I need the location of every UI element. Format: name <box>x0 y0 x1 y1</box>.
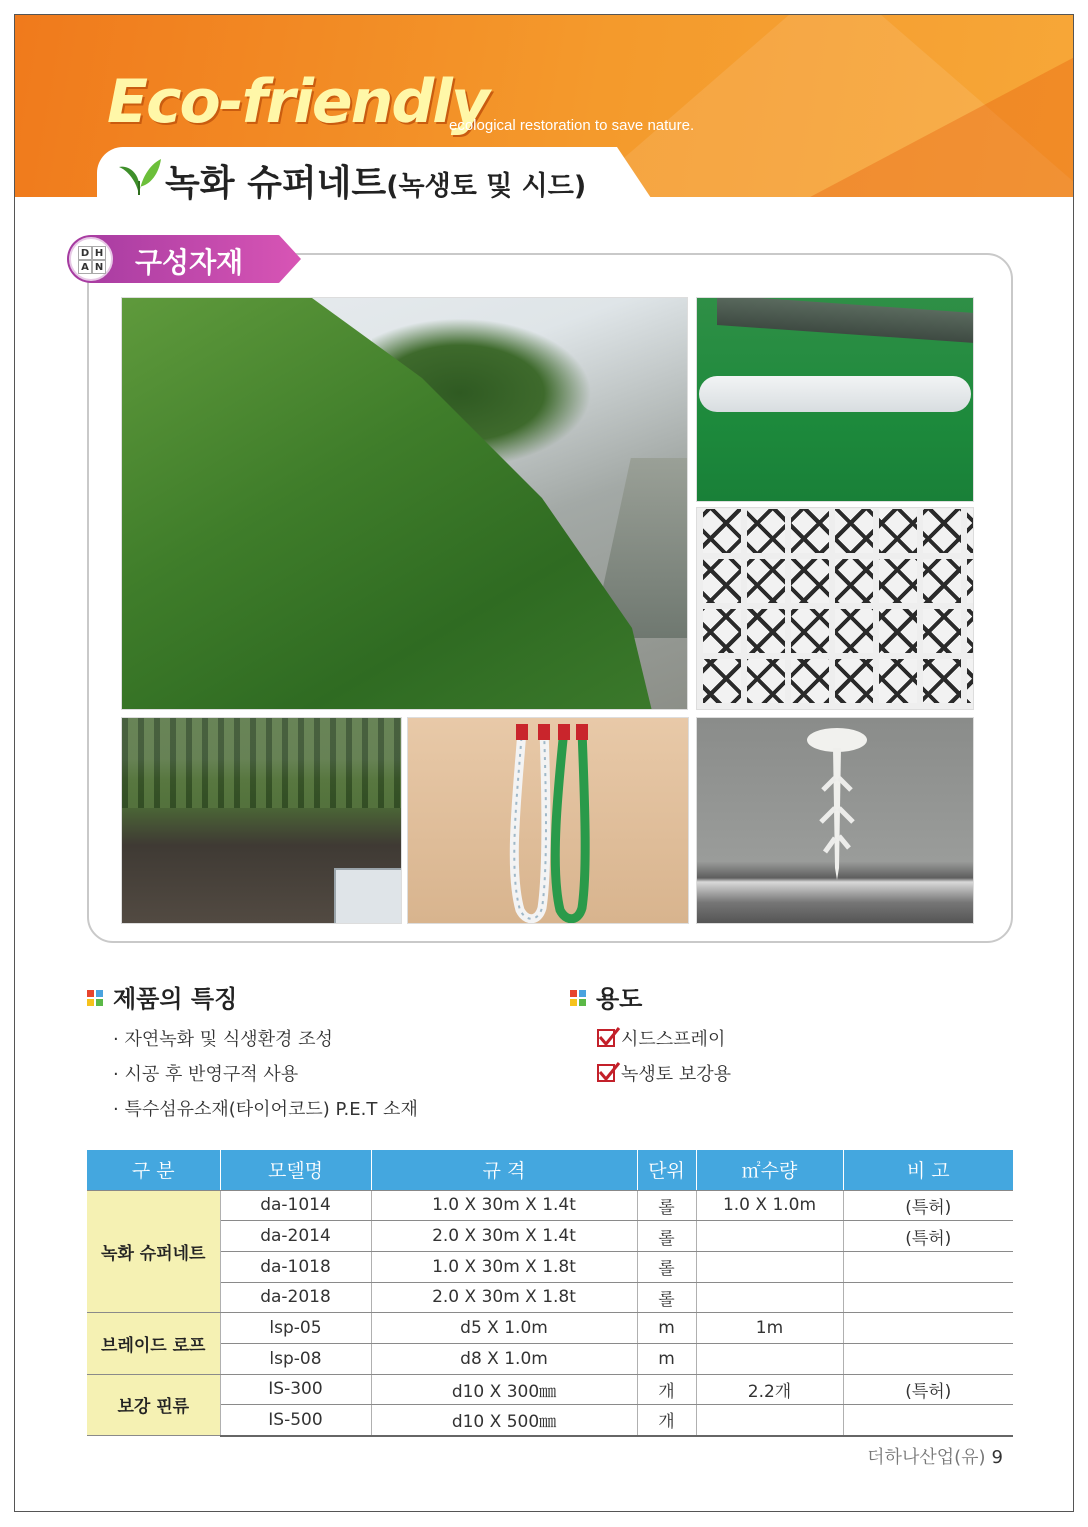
photo-construction-site <box>121 717 402 924</box>
photo-green-slope <box>121 297 688 710</box>
model-cell: lsp-08 <box>220 1343 371 1374</box>
page <box>14 14 1074 1512</box>
brand-tagline: ecological restoration to save nature. <box>449 117 695 134</box>
qty-cell <box>696 1282 843 1313</box>
table-row <box>87 1343 1013 1374</box>
spec-cell: d8 X 1.0m <box>371 1343 637 1374</box>
page-title-main: 녹화 슈퍼네트 <box>165 163 387 204</box>
unit-cell: 롤 <box>637 1251 696 1282</box>
leaf-icon <box>117 157 161 197</box>
note-cell <box>843 1343 1013 1374</box>
logo-letter: H <box>92 246 106 260</box>
table-row <box>87 1282 1013 1313</box>
table-header-row <box>87 1150 1013 1190</box>
usage-item: 녹생토 보강용 <box>621 1064 732 1085</box>
group-cell: 보강 핀류 <box>87 1374 220 1435</box>
group-cell: 브레이드 로프 <box>87 1313 220 1374</box>
section-bullet-icon <box>570 990 586 1006</box>
spec-cell: 2.0 X 30m X 1.4t <box>371 1221 637 1252</box>
components-badge-label: 구성자재 <box>135 246 244 279</box>
model-cell: da-1014 <box>220 1190 371 1221</box>
page-title <box>165 155 586 206</box>
spec-cell: d10 X 300㎜ <box>371 1374 637 1405</box>
page-number: 9 <box>991 1447 1003 1468</box>
qty-cell <box>696 1221 843 1252</box>
spec-cell: 1.0 X 30m X 1.4t <box>371 1190 637 1221</box>
spec-table <box>87 1150 1013 1437</box>
model-cell: lsp-05 <box>220 1313 371 1344</box>
note-cell: (특허) <box>843 1190 1013 1221</box>
model-cell: da-2014 <box>220 1221 371 1252</box>
unit-cell: 롤 <box>637 1190 696 1221</box>
group-cell: 녹화 슈퍼네트 <box>87 1190 220 1313</box>
note-cell: (특허) <box>843 1221 1013 1252</box>
column-header: 단위 <box>637 1150 696 1190</box>
column-header: 규 격 <box>371 1150 637 1190</box>
spec-cell: 2.0 X 30m X 1.8t <box>371 1282 637 1313</box>
note-cell <box>843 1405 1013 1436</box>
model-cell: IS-300 <box>220 1374 371 1405</box>
feature-item: · 자연녹화 및 식생환경 조성 <box>113 1029 333 1050</box>
table-row <box>87 1190 1013 1221</box>
qty-cell: 1.0 X 1.0m <box>696 1190 843 1221</box>
column-header: 비 고 <box>843 1150 1013 1190</box>
qty-cell <box>696 1405 843 1436</box>
photo-net-roll <box>696 297 974 502</box>
table-row <box>87 1251 1013 1282</box>
company-logo <box>69 237 113 281</box>
table-row <box>87 1374 1013 1405</box>
column-header: 구 분 <box>87 1150 220 1190</box>
model-cell: da-2018 <box>220 1282 371 1313</box>
checkbox-checked-icon <box>597 1029 615 1047</box>
photo-anchor-pin <box>696 717 974 924</box>
qty-cell <box>696 1251 843 1282</box>
unit-cell: 개 <box>637 1405 696 1436</box>
note-cell <box>843 1313 1013 1344</box>
qty-cell: 1m <box>696 1313 843 1344</box>
usage-item: 시드스프레이 <box>621 1029 726 1050</box>
logo-letter: D <box>78 246 92 260</box>
note-cell <box>843 1251 1013 1282</box>
table-row <box>87 1221 1013 1252</box>
feature-item: · 시공 후 반영구적 사용 <box>113 1064 299 1085</box>
section-bullet-icon <box>87 990 103 1006</box>
note-cell <box>843 1282 1013 1313</box>
unit-cell: 롤 <box>637 1221 696 1252</box>
qty-cell <box>696 1343 843 1374</box>
model-cell: IS-500 <box>220 1405 371 1436</box>
spec-cell: d10 X 500㎜ <box>371 1405 637 1436</box>
qty-cell: 2.2개 <box>696 1374 843 1405</box>
page-title-paren: (녹생토 및 시드) <box>386 171 587 202</box>
table-row <box>87 1405 1013 1436</box>
column-header: ㎡수량 <box>696 1150 843 1190</box>
table-row <box>87 1313 1013 1344</box>
feature-item: · 특수섬유소재(타이어코드) P.E.T 소재 <box>113 1099 418 1120</box>
usage-title: 용도 <box>596 985 643 1013</box>
model-cell: da-1018 <box>220 1251 371 1282</box>
checkbox-checked-icon <box>597 1064 615 1082</box>
logo-letter: A <box>78 260 92 274</box>
photo-net-mesh <box>696 507 974 710</box>
spec-cell: 1.0 X 30m X 1.8t <box>371 1251 637 1282</box>
unit-cell: 롤 <box>637 1282 696 1313</box>
note-cell: (특허) <box>843 1374 1013 1405</box>
column-header: 모델명 <box>220 1150 371 1190</box>
unit-cell: 개 <box>637 1374 696 1405</box>
brand-title: Eco-friendly <box>107 67 488 137</box>
company-name: 더하나산업(유) <box>867 1447 986 1468</box>
unit-cell: m <box>637 1313 696 1344</box>
photo-braided-ropes <box>407 717 689 924</box>
logo-letter: N <box>92 260 106 274</box>
features-title: 제품의 특징 <box>113 985 238 1013</box>
page-footer <box>867 1443 1003 1469</box>
spec-cell: d5 X 1.0m <box>371 1313 637 1344</box>
unit-cell: m <box>637 1343 696 1374</box>
